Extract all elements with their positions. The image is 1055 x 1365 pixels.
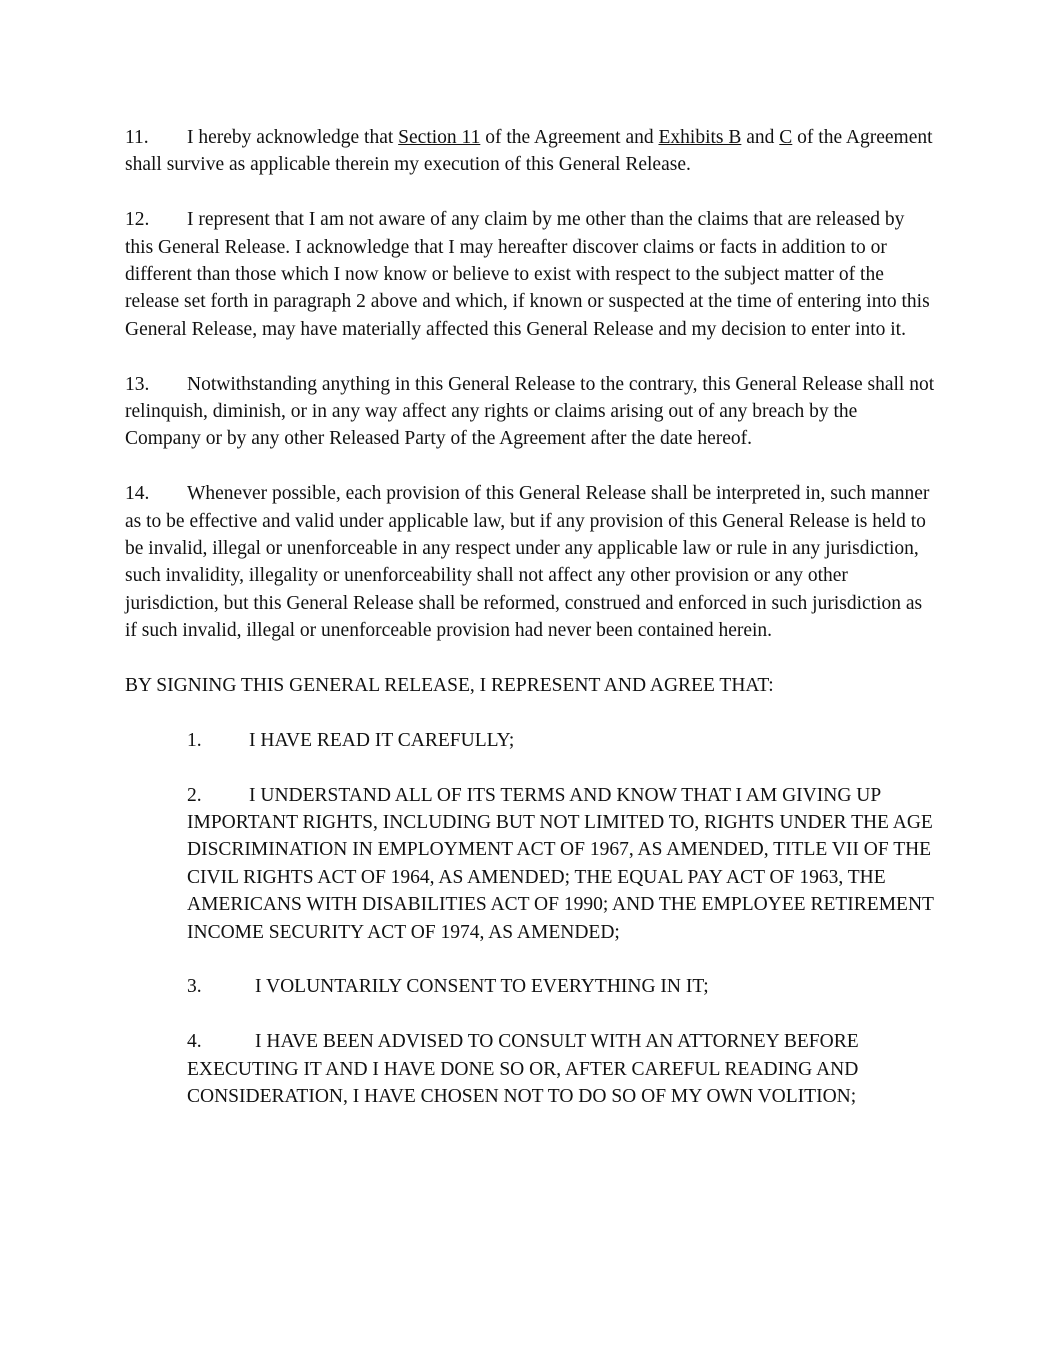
paragraph-text: of the Agreement shall survive as applicable therein my execution of this General Release. (125, 127, 933, 176)
paragraph-13 (125, 371, 935, 453)
paragraph-number: 13. (125, 373, 150, 395)
item-number: 4. (187, 1031, 202, 1053)
item-text: I HAVE READ IT CAREFULLY; (249, 729, 515, 751)
paragraph-text: Whenever possible, each provision of this General Release shall be interpreted in, such manner as to be effective and valid under applicable law, but if any provision of this General Release is held to be invalid, illegal or unenforceable in any respect under any applicable law or rule in any jurisdiction, such invalidity, illegality or unenforceability shall not affect any other provision or any other jurisdiction, but this General Release shall be reformed, construed and enforced in such jurisdiction as if such invalid, illegal or unenforceable provision had never been contained herein. (125, 483, 930, 642)
paragraph-text: and (741, 127, 780, 148)
paragraph-11 (125, 124, 935, 179)
exhibit-c-reference: C (779, 127, 793, 148)
exhibit-b-reference: Exhibits B (658, 127, 742, 148)
paragraph-text: I hereby acknowledge that (187, 127, 399, 148)
document-page (125, 124, 935, 1138)
paragraph-text: Notwithstanding anything in this General Release to the contrary, this General Release shall not relinquish, diminish, or in any way affect any rights or claims arising out of any breach by the Company or by any other Released Party of the Agreement after the date hereof. (125, 373, 935, 450)
item-number: 3. (187, 976, 202, 998)
affirmation-heading: BY SIGNING THIS GENERAL RELEASE, I REPRESENT AND AGREE THAT: (125, 675, 774, 697)
affirmation-item-3 (187, 973, 935, 1000)
item-number: 1. (187, 729, 202, 751)
item-text: I HAVE BEEN ADVISED TO CONSULT WITH AN ATTORNEY BEFORE EXECUTING IT AND I HAVE DONE SO OR, AFTER CAREFUL READING AND CONSIDERATION, I HAVE CHOSEN NOT TO DO SO OF MY OWN VOLITION; (187, 1031, 859, 1108)
paragraph-number: 12. (125, 209, 150, 231)
paragraph-text: I represent that I am not aware of any claim by me other than the claims that are released by this General Release. I acknowledge that I may hereafter discover claims or facts in addition to or different than those which I now know or believe to exist with respect to the subject matter of the release set forth in paragraph 2 above and which, if known or suspected at the time of entering into this General Release, may have materially affected this General Release and my decision to enter into it. (125, 209, 930, 340)
item-number: 2. (187, 784, 202, 806)
affirmation-item-1 (187, 727, 935, 754)
section-11-reference: Section 11 (398, 127, 481, 148)
item-text: I VOLUNTARILY CONSENT TO EVERYTHING IN IT; (255, 976, 709, 998)
affirmation-item-4 (187, 1028, 935, 1110)
paragraph-number: 14. (125, 483, 150, 505)
paragraph-text: of the Agreement and (480, 127, 659, 148)
paragraph-14 (125, 480, 935, 644)
paragraph-12 (125, 206, 935, 343)
item-text: I UNDERSTAND ALL OF ITS TERMS AND KNOW THAT I AM GIVING UP IMPORTANT RIGHTS, INCLUDING BUT NOT LIMITED TO, RIGHTS UNDER THE AGE DISCRIMINATION IN EMPLOYMENT ACT OF 1967, AS AMENDED, TITLE VII OF THE CIVIL RIGHTS ACT OF 1964, AS AMENDED; THE EQUAL PAY ACT OF 1963, THE AMERICANS WITH DISABILITIES ACT OF 1990; AND THE EMPLOYEE RETIREMENT INCOME SECURITY ACT OF 1974, AS AMENDED; (187, 784, 934, 943)
affirmation-item-2 (187, 782, 935, 946)
paragraph-number: 11. (125, 127, 149, 148)
